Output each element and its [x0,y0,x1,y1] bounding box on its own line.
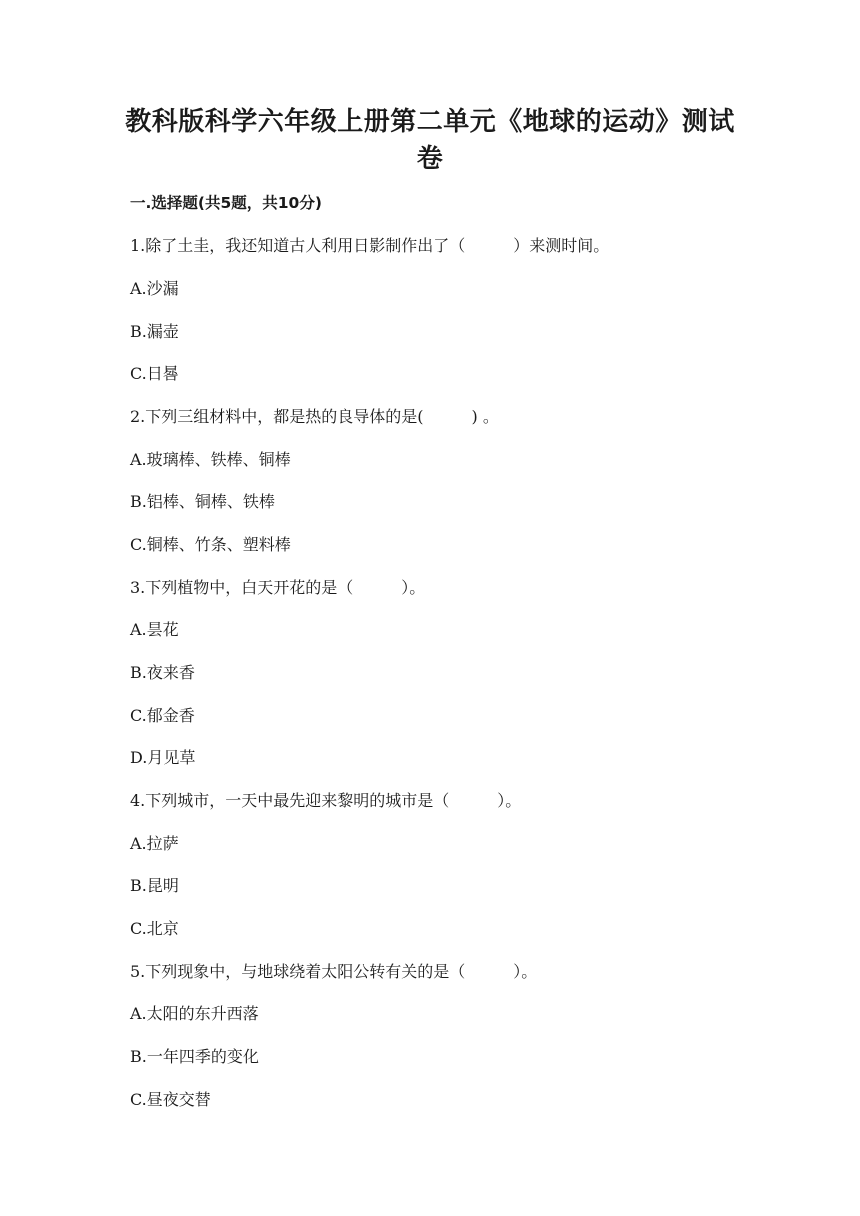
question-5-stem: 5.下列现象中，与地球绕着太阳公转有关的是（ ）。 [130,962,538,981]
question-2-option-b: B.铝棒、铜棒、铁棒 [130,492,275,511]
question-5-option-c: C.昼夜交替 [130,1090,211,1109]
question-1-option-b: B.漏壶 [130,322,179,341]
section-heading: 一.选择题(共5题，共10分) [130,194,322,212]
question-2-stem: 2.下列三组材料中，都是热的良导体的是( ) 。 [130,407,499,426]
question-1-option-c: C.日晷 [130,364,179,383]
question-5-option-a: A.太阳的东升西落 [130,1004,259,1023]
question-4-option-a: A.拉萨 [130,834,179,853]
question-2-option-c: C.铜棒、竹条、塑料棒 [130,535,291,554]
question-3-option-c: C.郁金香 [130,706,195,725]
question-3-stem: 3.下列植物中，白天开花的是（ ）。 [130,578,426,597]
question-1-option-a: A.沙漏 [130,279,179,298]
question-4-option-b: B.昆明 [130,876,179,895]
question-2-option-a: A.玻璃棒、铁棒、铜棒 [130,450,291,469]
question-4-option-c: C.北京 [130,919,179,938]
document-title: 教科版科学六年级上册第二单元《地球的运动》测试卷 [125,107,735,174]
question-3-option-d: D.月见草 [130,748,196,767]
question-4-stem: 4.下列城市，一天中最先迎来黎明的城市是（ ）。 [130,791,522,810]
question-5-option-b: B.一年四季的变化 [130,1047,259,1066]
question-3-option-b: B.夜来香 [130,663,195,682]
question-1-stem: 1.除了土圭，我还知道古人利用日影制作出了（ ）来测时间。 [130,236,610,255]
question-3-option-a: A.昙花 [130,620,179,639]
